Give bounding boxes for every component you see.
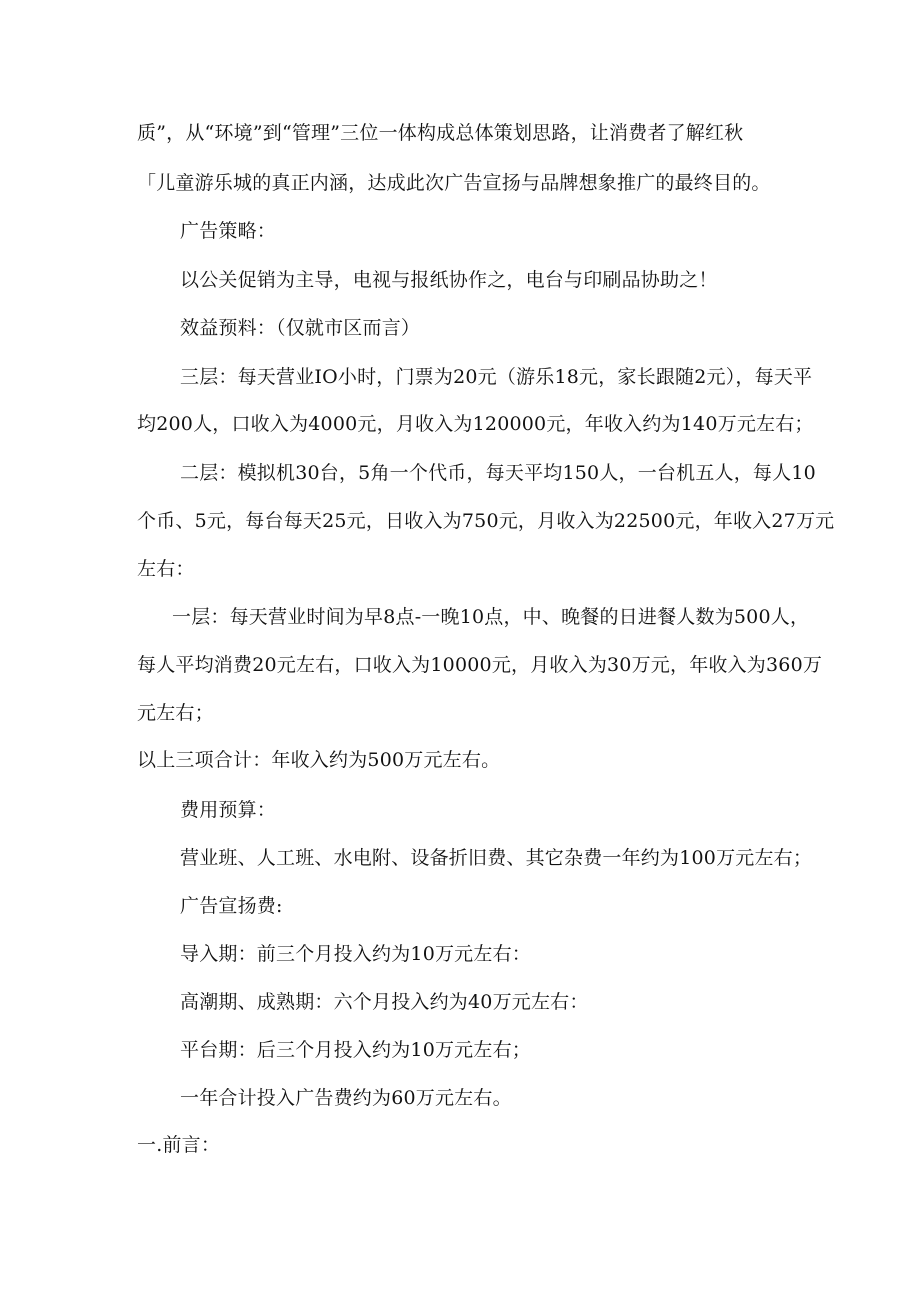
text-line-10: 左右： bbox=[137, 558, 195, 580]
text-line-7: 均200人，口收入为4000元，月收入为120000元，年收入约为140万元左右； bbox=[137, 413, 814, 435]
text-line-13: 元左右； bbox=[137, 702, 214, 724]
text-line-9: 个币、5元，每台每天25元，日收入为750元，月收入为22500元，年收入27万元 bbox=[137, 510, 835, 532]
text-line-11: 一层：每天营业时间为早8点-一晚10点，中、晚餐的日进餐人数为500人， bbox=[172, 606, 810, 628]
text-line-14: 以上三项合计：年收入约为500万元左右。 bbox=[137, 749, 501, 771]
text-line-2: 「儿童游乐城的真正内涵，达成此次广告宣扬与品牌想象推广的最终目的。 bbox=[137, 172, 771, 194]
section-heading-cost-budget: 费用预算： bbox=[180, 799, 277, 821]
text-line-1: 质”，从“环境”到“管理”三位一体构成总体策划思路，让消费者了解红秋 bbox=[137, 122, 744, 144]
text-line-16: 营业班、人工班、水电附、设备折旧费、其它杂费一年约为100万元左右； bbox=[180, 847, 813, 869]
text-line-21: 一年合计投入广告费约为60万元左右。 bbox=[180, 1087, 512, 1109]
text-line-8: 二层：模拟机30台，5角一个代币，每天平均150人，一台机五人，每人10 bbox=[180, 462, 816, 484]
section-heading-preface: 一.前言： bbox=[137, 1134, 221, 1156]
text-line-19: 高潮期、成熟期：六个月投入约为40万元左右： bbox=[180, 991, 589, 1013]
section-heading-ad-cost: 广告宣扬费: bbox=[180, 895, 283, 917]
section-heading-benefit-forecast: 效益预料：（仅就市区而言） bbox=[180, 317, 421, 339]
text-line-6: 三层：每天营业IO小时，门票为20元（游乐18元，家长跟随2元），每天平 bbox=[180, 366, 813, 388]
section-heading-ad-strategy: 广告策略： bbox=[180, 220, 277, 242]
text-line-18: 导入期：前三个月投入约为10万元左右： bbox=[180, 943, 531, 965]
text-line-20: 平台期：后三个月投入约为10万元左右； bbox=[180, 1039, 531, 1061]
text-line-4: 以公关促销为主导，电视与报纸协作之，电台与印刷品协助之！ bbox=[180, 269, 718, 291]
text-line-12: 每人平均消费20元左右，口收入为10000元，月收入为30万元，年收入为360万 bbox=[137, 654, 823, 676]
